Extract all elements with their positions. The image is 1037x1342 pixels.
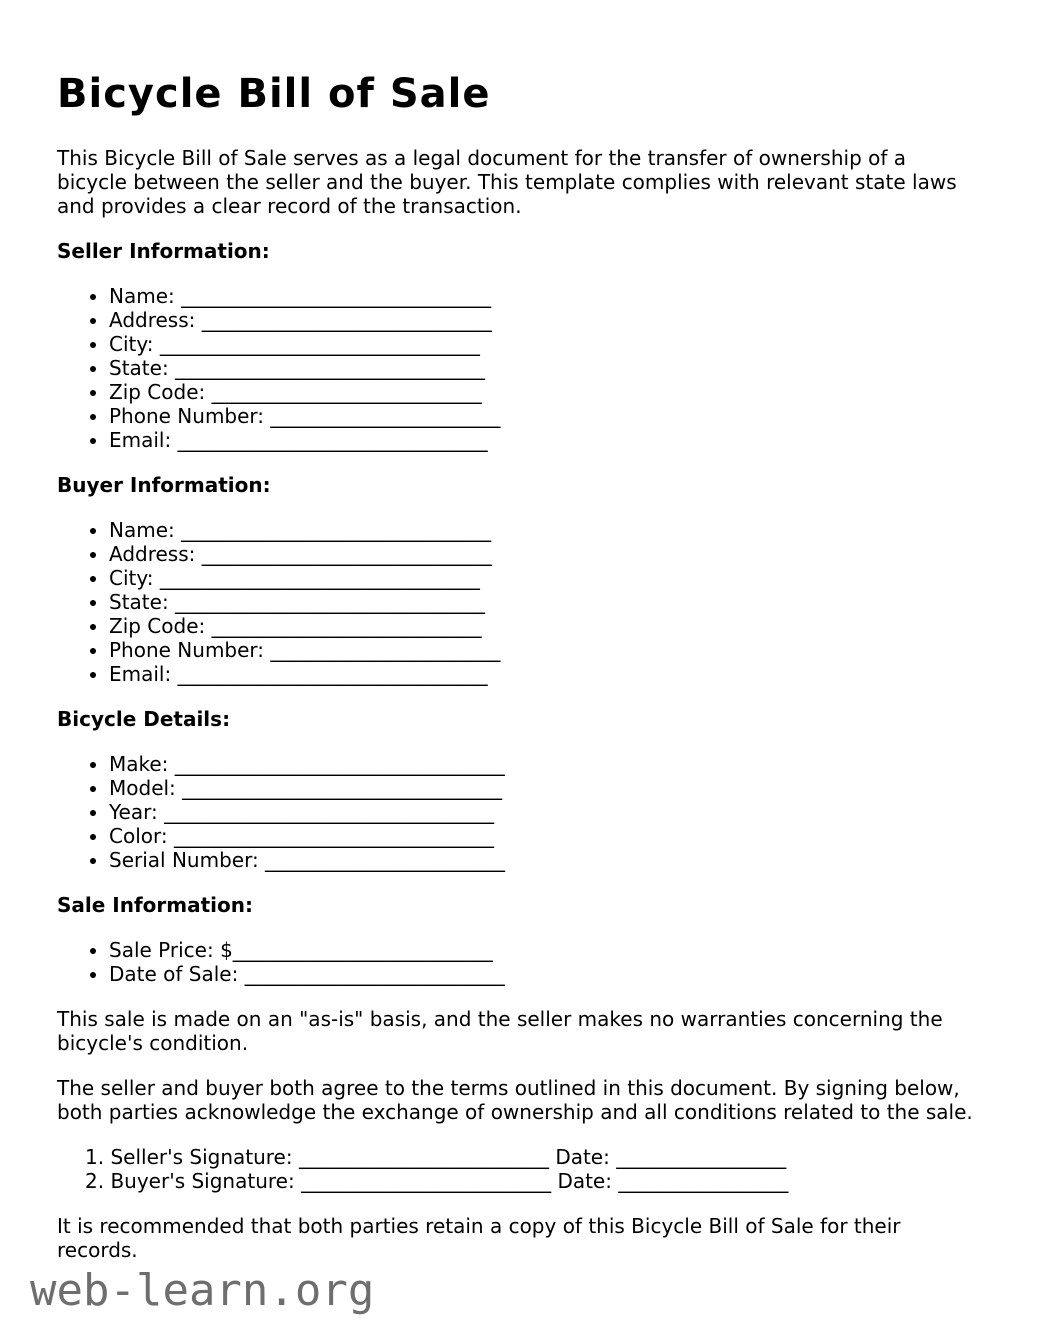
blank-line: __________________________ xyxy=(244,962,505,986)
blank-line: ________________________________ xyxy=(159,332,480,356)
field-label: City: xyxy=(109,566,154,590)
intro-paragraph: This Bicycle Bill of Sale serves as a legal document for the transfer of ownership of a bicycle between the seller and the buyer. This template complies with relevant state laws and provides a clear record of the transaction. xyxy=(57,146,957,218)
blank-line: ________________________________ xyxy=(173,824,494,848)
sale-price-field xyxy=(109,938,977,962)
blank-line: ________________________________ xyxy=(159,566,480,590)
field-label: Model: xyxy=(109,776,176,800)
buyer-state-field xyxy=(109,590,977,614)
as-is-clause-paragraph: This sale is made on an "as-is" basis, and the seller makes no warranties concerning the bicycle's condition. xyxy=(57,1007,943,1055)
blank-line: _______________________ xyxy=(270,638,501,662)
field-label: State: xyxy=(109,356,169,380)
blank-line: _______________________________ xyxy=(175,590,486,614)
blank-line: ___________________________ xyxy=(211,380,482,404)
blank-line: _____________________________ xyxy=(201,308,492,332)
buyer-signature-row xyxy=(85,1169,977,1193)
list-number: 1. xyxy=(85,1145,105,1169)
seller-email-field xyxy=(109,428,977,452)
document-title: Bicycle Bill of Sale xyxy=(57,71,491,117)
blank-line: _________________________________ xyxy=(164,800,495,824)
seller-information-list xyxy=(57,284,977,452)
field-label: Serial Number: xyxy=(109,848,259,872)
bicycle-year-field xyxy=(109,800,977,824)
section-heading-seller-information: Seller Information: xyxy=(57,239,270,263)
field-label: Email: xyxy=(109,662,172,686)
date-label: Date: xyxy=(557,1169,612,1193)
seller-state-field xyxy=(109,356,977,380)
field-label: State: xyxy=(109,590,169,614)
field-label: Address: xyxy=(109,542,196,566)
field-label: Name: xyxy=(109,284,175,308)
blank-line: $__________________________ xyxy=(220,938,493,962)
blank-line: _______________________________ xyxy=(177,662,488,686)
seller-address-field xyxy=(109,308,977,332)
blank-line: _______________________________ xyxy=(181,518,492,542)
blank-line: _______________________________ xyxy=(175,356,486,380)
document-content xyxy=(57,70,977,1262)
bicycle-make-field xyxy=(109,752,977,776)
signature-list xyxy=(57,1145,977,1193)
signature-label: Buyer's Signature: xyxy=(110,1169,295,1193)
blank-line: _____________________________ xyxy=(201,542,492,566)
field-label: Zip Code: xyxy=(109,380,206,404)
buyer-name-field xyxy=(109,518,977,542)
field-label: Zip Code: xyxy=(109,614,206,638)
buyer-email-field xyxy=(109,662,977,686)
blank-line: _______________________________ xyxy=(177,428,488,452)
field-label: Email: xyxy=(109,428,172,452)
sale-information-list xyxy=(57,938,977,986)
seller-phone-number-field xyxy=(109,404,977,428)
date-label: Date: xyxy=(555,1145,610,1169)
seller-zip-code-field xyxy=(109,380,977,404)
buyer-phone-number-field xyxy=(109,638,977,662)
bicycle-model-field xyxy=(109,776,977,800)
list-number: 2. xyxy=(85,1169,105,1193)
buyer-city-field xyxy=(109,566,977,590)
field-label: City: xyxy=(109,332,154,356)
seller-city-field xyxy=(109,332,977,356)
field-label: Date of Sale: xyxy=(109,962,239,986)
field-label: Sale Price: xyxy=(109,938,214,962)
date-blank-line: _________________ xyxy=(616,1145,787,1169)
field-label: Address: xyxy=(109,308,196,332)
field-label: Year: xyxy=(109,800,158,824)
watermark-web-learn-org: web-learn.org xyxy=(30,1265,375,1316)
seller-name-field xyxy=(109,284,977,308)
bicycle-serial-number-field xyxy=(109,848,977,872)
section-heading-bicycle-details: Bicycle Details: xyxy=(57,707,231,731)
buyer-zip-code-field xyxy=(109,614,977,638)
date-of-sale-field xyxy=(109,962,977,986)
footer-note-paragraph: It is recommended that both parties retain a copy of this Bicycle Bill of Sale for their records. xyxy=(57,1214,901,1262)
field-label: Phone Number: xyxy=(109,404,265,428)
field-label: Color: xyxy=(109,824,168,848)
agreement-clause-paragraph: The seller and buyer both agree to the terms outlined in this document. By signing below, both parties acknowledge the exchange of ownership and all conditions related to the sale. xyxy=(57,1076,973,1124)
field-label: Name: xyxy=(109,518,175,542)
blank-line: _________________________________ xyxy=(174,752,505,776)
signature-blank-line: _________________________ xyxy=(298,1145,549,1169)
buyer-address-field xyxy=(109,542,977,566)
blank-line: ___________________________ xyxy=(211,614,482,638)
signature-blank-line: _________________________ xyxy=(301,1169,552,1193)
section-heading-sale-information: Sale Information: xyxy=(57,893,253,917)
field-label: Phone Number: xyxy=(109,638,265,662)
seller-signature-row xyxy=(85,1145,977,1169)
blank-line: ________________________ xyxy=(265,848,506,872)
buyer-information-list xyxy=(57,518,977,686)
blank-line: ________________________________ xyxy=(182,776,503,800)
blank-line: _______________________________ xyxy=(181,284,492,308)
bicycle-color-field xyxy=(109,824,977,848)
signature-label: Seller's Signature: xyxy=(110,1145,293,1169)
blank-line: _______________________ xyxy=(270,404,501,428)
field-label: Make: xyxy=(109,752,169,776)
bicycle-details-list xyxy=(57,752,977,872)
section-heading-buyer-information: Buyer Information: xyxy=(57,473,271,497)
date-blank-line: _________________ xyxy=(618,1169,789,1193)
